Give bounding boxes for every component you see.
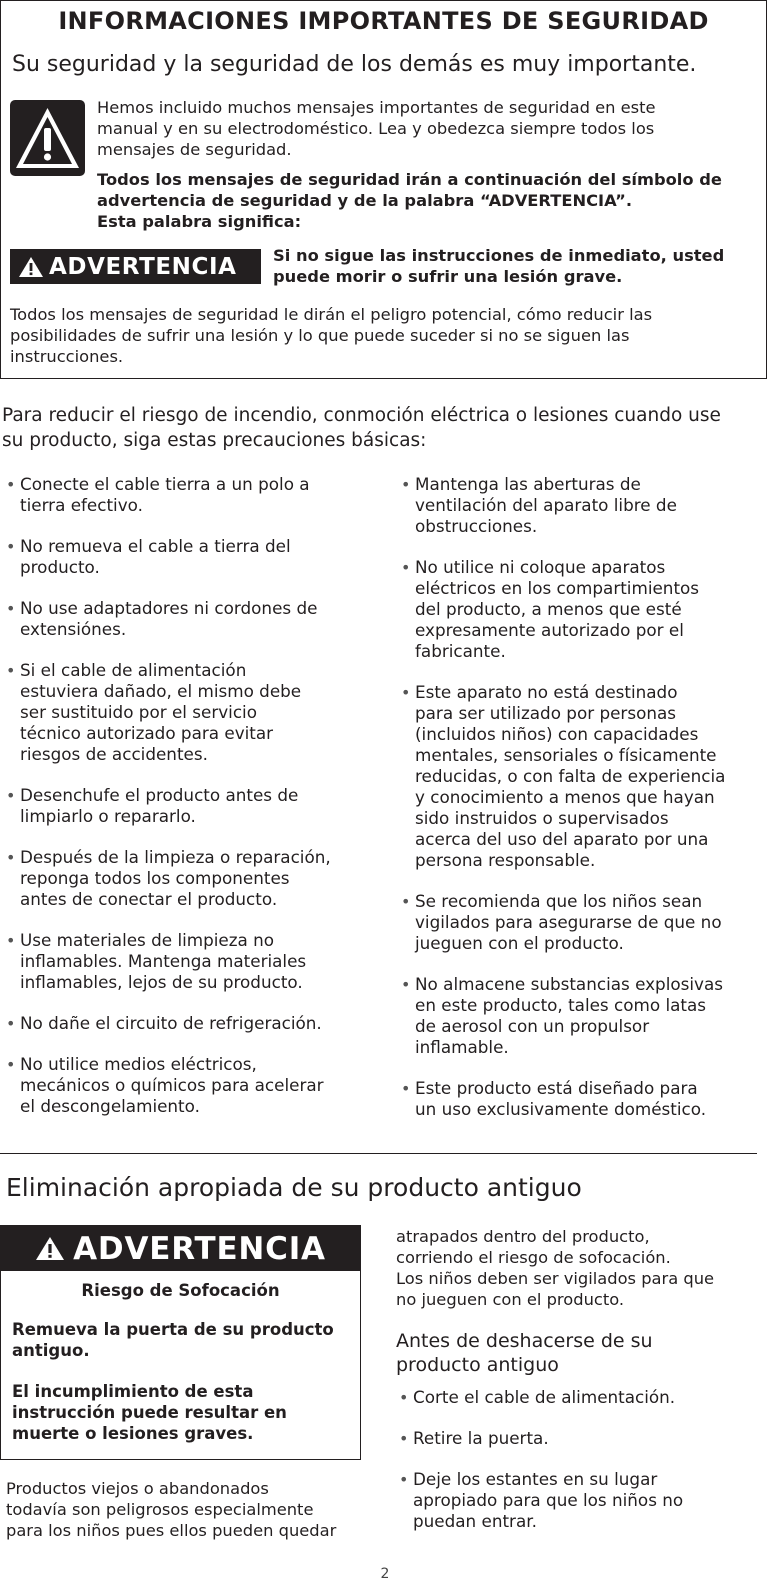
list-item: • No use adaptadores ni cordones de extensiónes. [6, 598, 366, 640]
section-divider [0, 1153, 757, 1154]
list-item: • Conecte el cable tierra a un polo a tierra efectivo. [6, 474, 366, 516]
remove-door-instruction: Remueva la puerta de su producto antiguo. [12, 1320, 334, 1360]
warning-meaning-text: Si no sigue las instrucciones de inmediato, usted puede morir o sufrir una lesión grave. [273, 246, 725, 286]
advertencia-label: ADVERTENCIA [49, 253, 237, 280]
list-item: • Desenchufe el producto antes de limpiarlo o repararlo. [6, 785, 366, 827]
list-item: • Este aparato no está destinado para ser utilizado por personas (incluidos niños) con capacidades mentales, sensoriales o físicamente reducidas, o con falta de experiencia y conocimiento a menos que hayan sido instruidos o supervisados acerca del uso del aparato por una persona responsable. [401, 682, 769, 871]
precautions-intro: Para reducir el riesgo de incendio, conmoción eléctrica o lesiones cuando use su producto, siga estas precauciones básicas: [2, 405, 721, 451]
consequence-warning: El incumplimiento de esta instrucción puede resultar en muerte o lesiones graves. [12, 1382, 287, 1443]
old-products-text-continued: atrapados dentro del producto, corriendo el riesgo de sofocación. Los niños deben ser vigilados para que no jueguen con el producto. [396, 1227, 715, 1309]
list-item: • No utilice medios eléctricos, mecánicos o químicos para acelerar el descongelamiento. [6, 1054, 366, 1117]
list-item: • No utilice ni coloque aparatos eléctricos en los compartimientos del producto, a menos que esté expresamente autorizado por el fabricante. [401, 557, 769, 662]
list-item: • Si el cable de alimentación estuviera dañado, el mismo debe ser sustituido por el servicio técnico autorizado para evitar riesgos de accidentes. [6, 660, 366, 765]
advertencia-label: ADVERTENCIA [73, 1230, 326, 1267]
exclamation-warning-icon [10, 100, 85, 176]
list-item: • Corte el cable de alimentación. [399, 1387, 767, 1408]
precautions-right-list [401, 474, 769, 1140]
warning-triangle-icon [18, 255, 44, 279]
list-item: • Este producto está diseñado para un uso exclusivamente doméstico. [401, 1078, 769, 1120]
old-products-text: Productos viejos o abandonados todavía son peligrosos especialmente para los niños pues ellos pueden quedar [6, 1479, 337, 1540]
list-item: • Retire la puerta. [399, 1428, 767, 1449]
safety-information-box [0, 0, 767, 379]
list-item: • Deje los estantes en su lugar apropiado para que los niños no puedan entrar. [399, 1469, 767, 1532]
list-item: • Use materiales de limpieza no inflamables. Mantenga materiales inflamables, lejos de su producto. [6, 930, 366, 993]
list-item: • Mantenga las aberturas de ventilación del aparato libre de obstrucciones. [401, 474, 769, 537]
safety-footer-text: Todos los mensajes de seguridad le dirán el peligro potencial, cómo reducir las posibilidades de sufrir una lesión y lo que puede suceder si no se siguen las instrucciones. [10, 305, 653, 366]
before-disposal-heading: Antes de deshacerse de su producto antiguo [396, 1330, 653, 1376]
safety-title: INFORMACIONES IMPORTANTES DE SEGURIDAD [58, 7, 709, 35]
list-item: • No almacene substancias explosivas en este producto, tales como latas de aerosol con un propulsor inflamable. [401, 974, 769, 1058]
safety-intro-text: Hemos incluido muchos mensajes importantes de seguridad en este manual y en su electrodoméstico. Lea y obedezca siempre todos los mensajes de seguridad. [97, 98, 656, 159]
safety-symbol-explanation: Todos los mensajes de seguridad irán a continuación del símbolo de advertencia de seguridad y de la palabra “ADVERTENCIA”. Esta palabra significa: [97, 170, 722, 231]
risk-title: Riesgo de Sofocación [81, 1281, 280, 1300]
suffocation-warning-panel [0, 1225, 361, 1460]
precautions-left-list [6, 474, 366, 1137]
list-item: • Se recomienda que los niños sean vigilados para asegurarse de que no jueguen con el producto. [401, 891, 769, 954]
warning-triangle-icon [35, 1235, 65, 1262]
disposal-title: Eliminación apropiada de su producto antiguo [6, 1173, 582, 1202]
page-number: 2 [380, 1566, 390, 1582]
advertencia-badge [10, 249, 261, 284]
list-item: • No remueva el cable a tierra del producto. [6, 536, 366, 578]
advertencia-header [1, 1226, 360, 1271]
list-item: • No dañe el circuito de refrigeración. [6, 1013, 366, 1034]
disposal-steps-list [399, 1387, 767, 1552]
safety-subtitle: Su seguridad y la seguridad de los demás es muy importante. [12, 52, 697, 77]
list-item: • Después de la limpieza o reparación, reponga todos los componentes antes de conectar el producto. [6, 847, 366, 910]
